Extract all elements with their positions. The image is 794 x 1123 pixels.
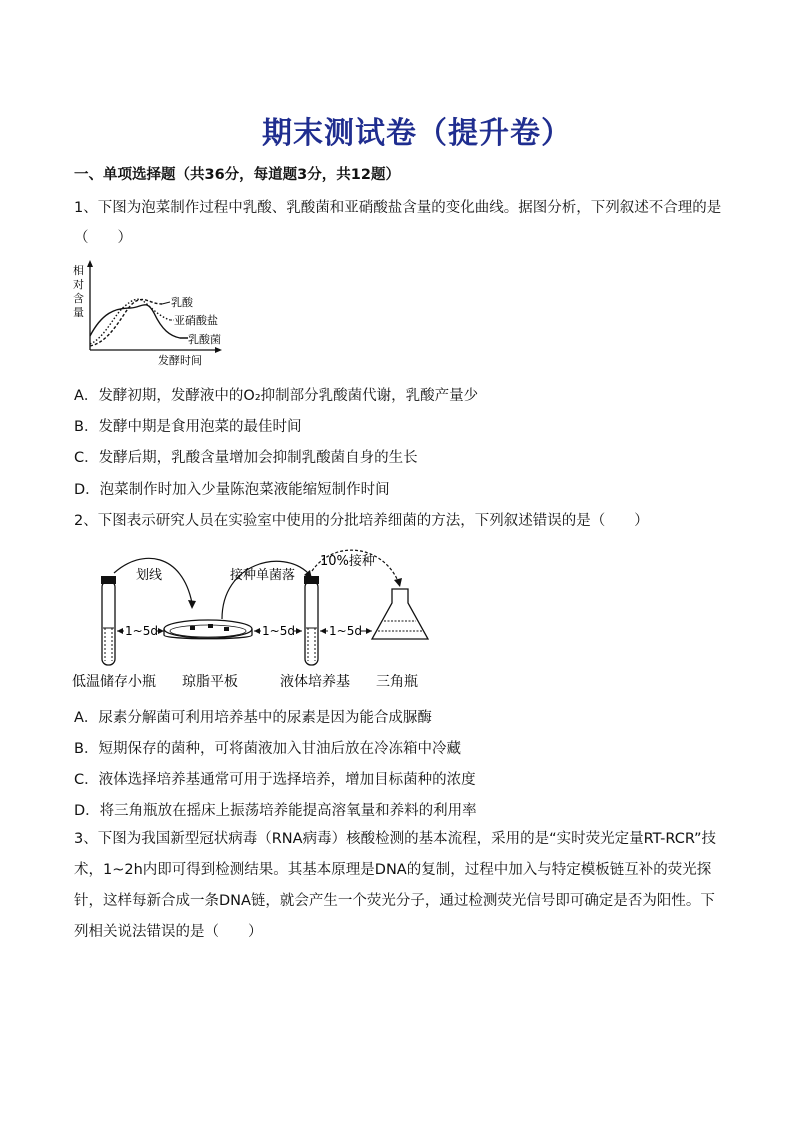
q2-option-a: A．尿素分解菌可利用培养基中的尿素是因为能合成脲酶 [74, 710, 432, 726]
y-axis-char-4: 量 [73, 306, 84, 319]
question-2-stem: 2、下图表示研究人员在实验室中使用的分批培养细菌的方法，下列叙述错误的是（ ） [74, 513, 649, 529]
label-storage-vial: 低温储存小瓶 [72, 674, 156, 690]
liquid-medium-tube [304, 576, 319, 665]
conical-flask [372, 589, 428, 639]
q1-option-a: A．发酵初期，发酵液中的O₂抑制部分乳酸菌代谢，乳酸产量少 [74, 388, 479, 404]
q1-option-b: B．发酵中期是食用泡菜的最佳时间 [74, 419, 302, 435]
y-axis-char-2: 对 [73, 278, 84, 291]
arrow-label-10-percent: 10%接种 [320, 554, 375, 569]
interval-label-2: 1~5d [262, 624, 295, 638]
q2-option-d: D．将三角瓶放在摇床上振荡培养能提高溶氧量和养料的利用率 [74, 803, 477, 819]
arrow-label-colony: 接种单菌落 [230, 568, 296, 583]
q1-option-d: D．泡菜制作时加入少量陈泡菜液能缩短制作时间 [74, 482, 390, 498]
question-1-blank: （ ） [74, 230, 132, 246]
question-3-stem: 3、下图为我国新型冠状病毒（RNA病毒）核酸检测的基本流程，采用的是“实时荧光定量RT-RCR”技术，1~2h内即可得到检测结果。其基本原理是DNA的复制，过程中加入与特定模板链互补的荧光探针，这样每新合成一条DNA链，就会产生一个荧光分子，通过检测荧光信号即可确定是否为阳性。下列相关说法错误的是（ ） [74, 831, 716, 940]
q2-option-b: B．短期保存的菌种，可将菌液加入甘油后放在冷冻箱中冷藏 [74, 741, 461, 757]
agar-plate [164, 620, 252, 639]
label-liquid-medium: 液体培养基 [280, 674, 350, 690]
interval-label-1: 1~5d [125, 624, 158, 638]
section-heading: 一、单项选择题（共36分，每道题3分，共12题） [74, 167, 400, 183]
question-1-stem: 1、下图为泡菜制作过程中乳酸、乳酸菌和亚硝酸盐含量的变化曲线。据图分析，下列叙述不合理的是 [74, 200, 722, 216]
q2-option-c: C．液体选择培养基通常可用于选择培养，增加目标菌种的浓度 [74, 772, 476, 788]
label-bacteria: 乳酸菌 [188, 333, 221, 346]
label-nitrite: 亚硝酸盐 [174, 314, 218, 327]
y-axis-char-3: 含 [73, 292, 84, 305]
question-2-figure [72, 543, 442, 693]
lactic-acid-curve [90, 300, 162, 346]
q1-option-c: C．发酵后期，乳酸含量增加会抑制乳酸菌自身的生长 [74, 450, 418, 466]
interval-label-3: 1~5d [329, 624, 362, 638]
y-axis-char-1: 相 [73, 264, 84, 277]
storage-vial [101, 576, 116, 665]
page-title: 期末测试卷（提升卷） [262, 116, 572, 151]
arrow-label-streak: 划线 [136, 568, 163, 583]
question-1-figure [70, 258, 230, 368]
x-axis-label: 发酵时间 [158, 354, 202, 367]
label-agar-plate: 琼脂平板 [182, 674, 238, 690]
label-lactic-acid: 乳酸 [171, 296, 193, 309]
label-flask: 三角瓶 [376, 674, 418, 690]
